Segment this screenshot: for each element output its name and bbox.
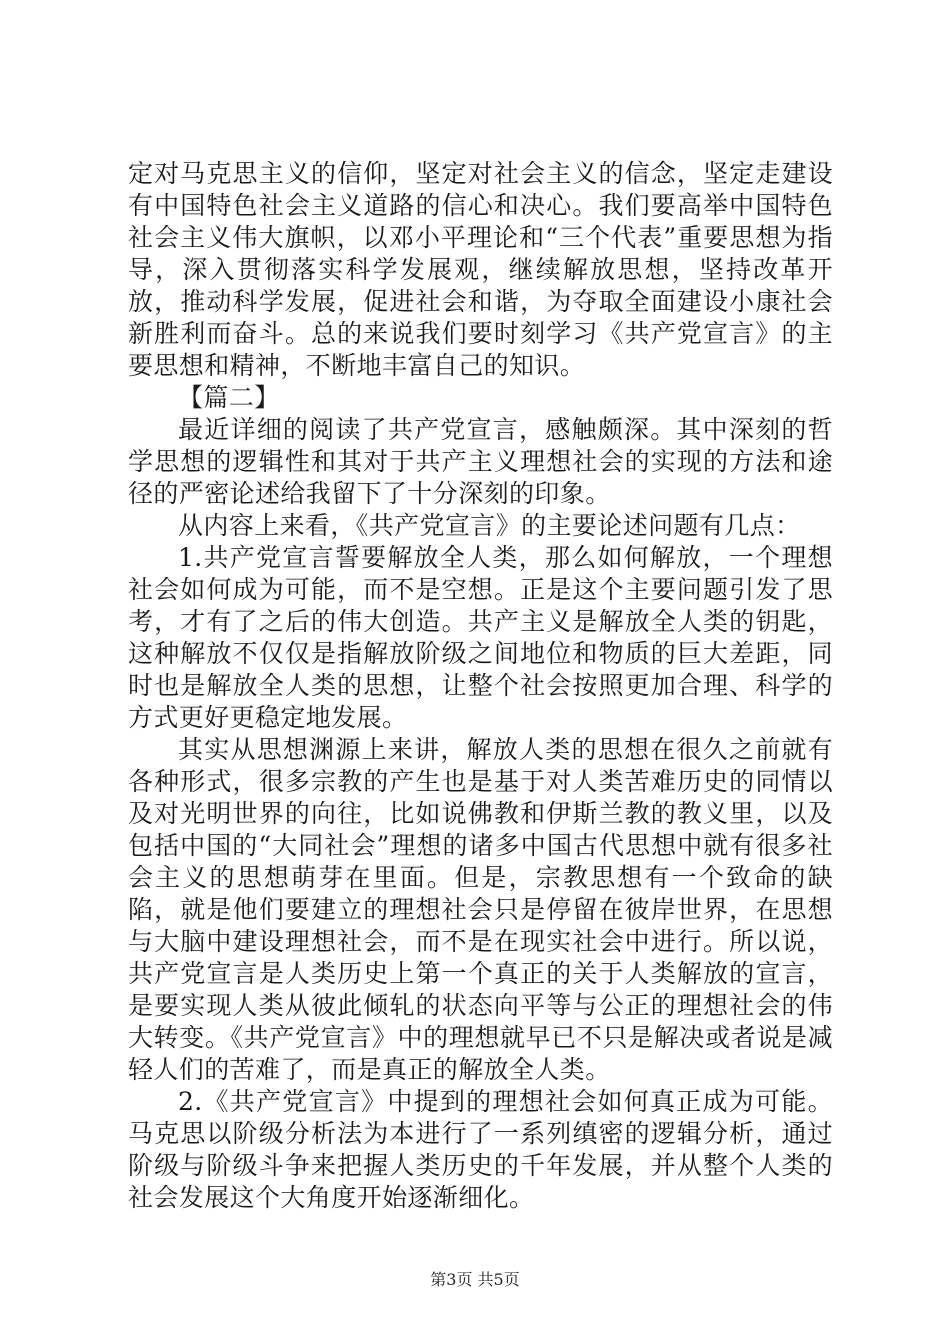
paragraph-intro: 最近详细的阅读了共产党宣言，感触颇深。其中深刻的哲学思想的逻辑性和其对于共产主义理想社会的实现的方法和途径的严密论述给我留下了十分深刻的印象。 xyxy=(128,415,833,508)
paragraph-continuation: 定对马克思主义的信仰，坚定对社会主义的信念，坚定走建设有中国特色社会主义道路的信心和决心。我们要高举中国特色社会主义伟大旗帜，以邓小平理论和“三个代表”重要思想为指导，深入贯彻落实科学发展观，继续解放思想，坚持改革开放，推动科学发展，促进社会和谐，为夺取全面建设小康社会新胜利而奋斗。总的来说我们要时刻学习《共产党宣言》的主要思想和精神，不断地丰富自己的知识。 xyxy=(128,159,833,380)
page-footer: 第3页 共5页 xyxy=(430,1270,520,1289)
paragraph-point-1: 1.共产党宣言誓要解放全人类，那么如何解放，一个理想社会如何成为可能，而不是空想。正是这个主要问题引发了思考，才有了之后的伟大创造。共产主义是解放全人类的钥匙，这种解放不仅仅是指解放阶级之间地位和物质的巨大差距，同时也是解放全人类的思想，让整个社会按照更加合理、科学的方式更好更稳定地发展。 xyxy=(128,543,833,732)
paragraph-points-lead: 从内容上来看，《共产党宣言》的主要论述问题有几点： xyxy=(178,511,801,540)
section-heading: 【篇二】 xyxy=(178,383,280,412)
document-body xyxy=(128,158,833,1214)
paragraph-point-2: 2.《共产党宣言》中提到的理想社会如何真正成为可能。马克思以阶级分析法为本进行了一系列缜密的逻辑分析，通过阶级与阶级斗争来把握人类历史的千年发展，并从整个人类的社会发展这个大角度开始逐渐细化。 xyxy=(128,1087,833,1212)
paragraph-origins: 其实从思想渊源上来讲，解放人类的思想在很久之前就有各种形式，很多宗教的产生也是基于对人类苦难历史的同情以及对光明世界的向往，比如说佛教和伊斯兰教的教义里，以及包括中国的“大同社会”理想的诸多中国古代思想中就有很多社会主义的思想萌芽在里面。但是，宗教思想有一个致命的缺陷，就是他们要建立的理想社会只是停留在彼岸世界，在思想与大脑中建设理想社会，而不是在现实社会中进行。所以说，共产党宣言是人类历史上第一个真正的关于人类解放的宣言，是要实现人类从彼此倾轧的状态向平等与公正的理想社会的伟大转变。《共产党宣言》中的理想就早已不只是解决或者说是减轻人们的苦难了，而是真正的解放全人类。 xyxy=(128,735,833,1084)
